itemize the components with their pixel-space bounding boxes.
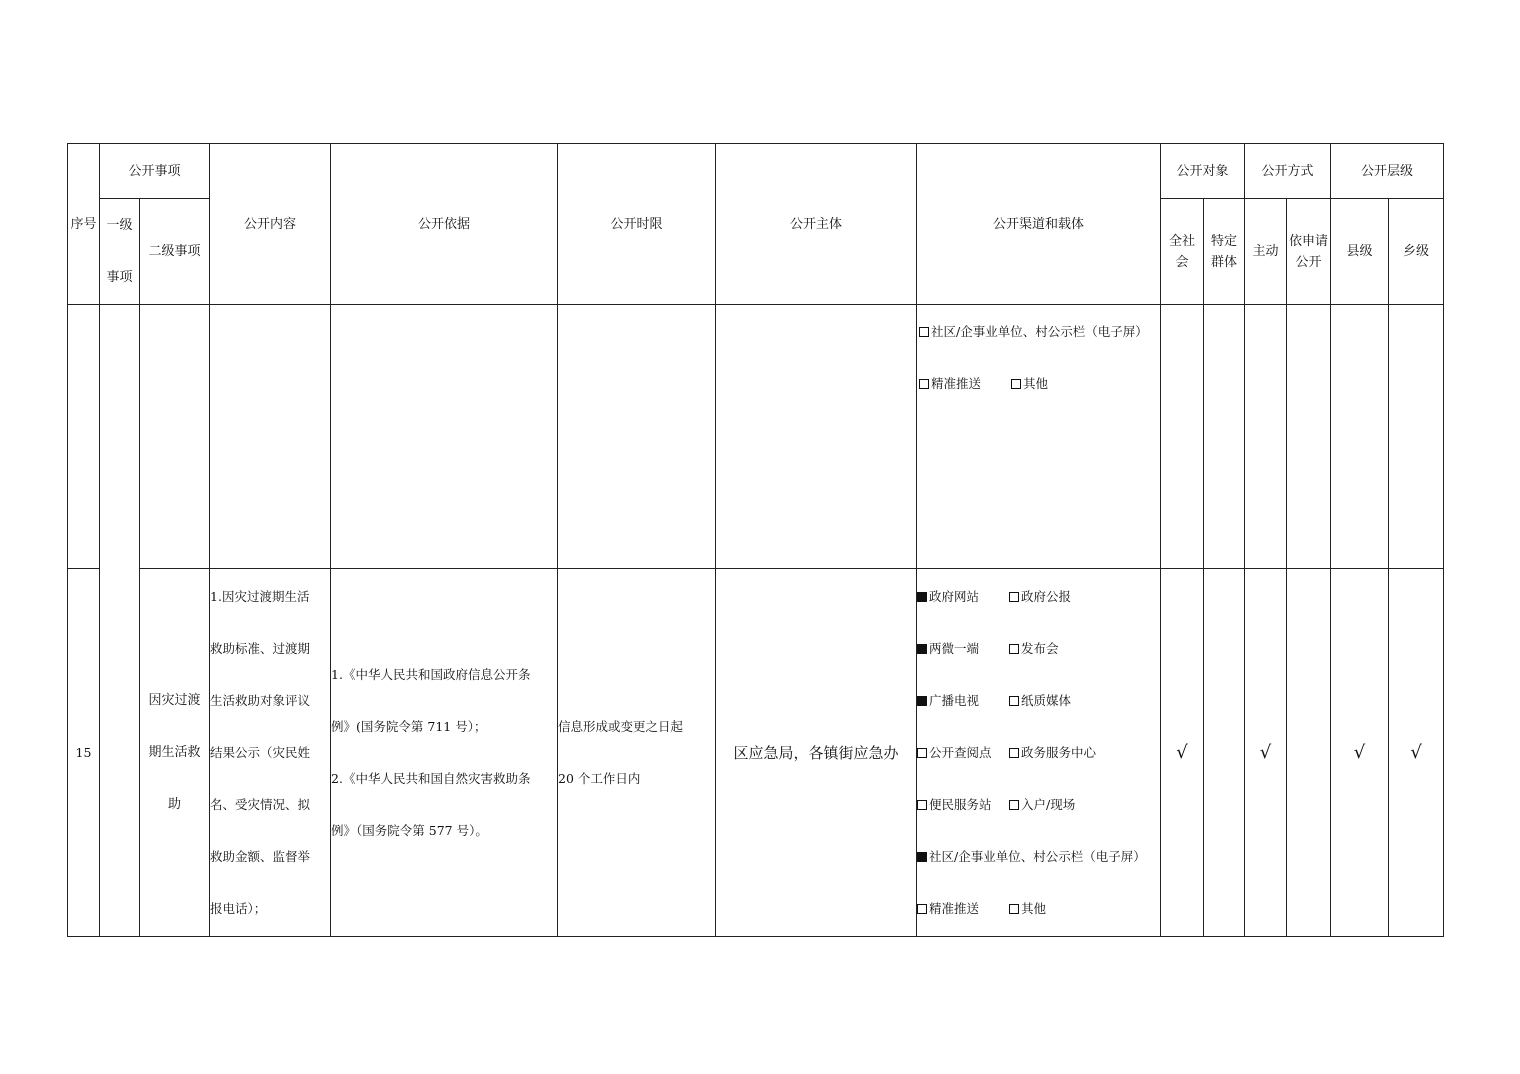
- header-items-group: 公开事项: [100, 144, 210, 199]
- header-method-group: 公开方式: [1245, 144, 1331, 199]
- header-content: 公开内容: [210, 144, 331, 305]
- cont-level-county-cell: [1331, 305, 1389, 569]
- cont-level-town-cell: [1389, 305, 1444, 569]
- header-object-group: 公开对象: [1161, 144, 1245, 199]
- checkbox-icon: [1009, 592, 1019, 602]
- cont-time-cell: [558, 305, 716, 569]
- level1-cell: [100, 305, 140, 937]
- row15-level-county-mark: √: [1331, 569, 1389, 937]
- header-basis: 公开依据: [331, 144, 558, 305]
- cont-method-active-cell: [1245, 305, 1287, 569]
- checkbox-icon: [1009, 800, 1019, 810]
- row15-level-town-mark: √: [1389, 569, 1444, 937]
- header-object-special: 特定 群体: [1204, 199, 1245, 305]
- row15-content: 1.因灾过渡期生活 救助标准、过渡期 生活救助对象评议 结果公示（灾民姓 名、受灾情况、拟 救助金额、监督举 报电话）；: [210, 569, 331, 937]
- header-method-apply: 依申请 公开: [1287, 199, 1331, 305]
- cont-basis-cell: [331, 305, 558, 569]
- row15-channels: 政府网站 政府公报 两微一端 发布会 广播电视 纸质媒体 公开查阅点 政务服务中心 便民服务站 入户/现场 社区/企事业单位、村公示栏（电子屏） 精准推送 其他: [917, 569, 1161, 937]
- header-object-all: 全社 会: [1161, 199, 1204, 305]
- row15-seq: 15: [68, 569, 100, 937]
- cont-level2-cell: [140, 305, 210, 569]
- cont-subject-cell: [716, 305, 917, 569]
- cont-content-cell: [210, 305, 331, 569]
- row15-object-all-mark: √: [1161, 569, 1204, 937]
- checkbox-checked-icon: [917, 696, 927, 706]
- header-method-active: 主动: [1245, 199, 1287, 305]
- checkbox-checked-icon: [917, 644, 927, 654]
- row15-basis: 1.《中华人民共和国政府信息公开条 例》(国务院令第 711 号）； 2.《中华人民共和国自然灾害救助条 例》（国务院令第 577 号）。: [331, 569, 558, 937]
- checkbox-checked-icon: [917, 852, 927, 862]
- checkbox-icon: [1009, 904, 1019, 914]
- row15-subject: 区应急局，各镇街应急办: [716, 569, 917, 937]
- cont-channels-cell: 社区/企事业单位、村公示栏（电子屏） 精准推送 其他: [917, 305, 1161, 569]
- header-seq: 序号: [68, 144, 100, 305]
- row15-method-apply-mark: [1287, 569, 1331, 937]
- checkbox-checked-icon: [917, 592, 927, 602]
- checkbox-icon: [1009, 696, 1019, 706]
- header-level-county: 县级: [1331, 199, 1389, 305]
- checkbox-icon: [917, 800, 927, 810]
- cont-object-special-cell: [1204, 305, 1245, 569]
- cont-method-apply-cell: [1287, 305, 1331, 569]
- header-level-group: 公开层级: [1331, 144, 1444, 199]
- disclosure-table: [67, 143, 1444, 937]
- cont-seq-cell: [68, 305, 100, 569]
- row15-level2: 因灾过渡 期生活救 助: [140, 569, 210, 937]
- checkbox-icon: [917, 748, 927, 758]
- row15-object-special-mark: [1204, 569, 1245, 937]
- checkbox-icon: [1009, 644, 1019, 654]
- cont-object-all-cell: [1161, 305, 1204, 569]
- checkbox-icon: [1009, 748, 1019, 758]
- checkbox-icon: [1011, 379, 1021, 389]
- checkbox-icon: [919, 379, 929, 389]
- header-channels: 公开渠道和载体: [917, 144, 1161, 305]
- header-level2: 二级事项: [140, 199, 210, 305]
- header-subject: 公开主体: [716, 144, 917, 305]
- row15-method-active-mark: √: [1245, 569, 1287, 937]
- row15-time-limit: 信息形成或变更之日起 20 个工作日内: [558, 569, 716, 937]
- header-time-limit: 公开时限: [558, 144, 716, 305]
- checkbox-icon: [917, 904, 927, 914]
- checkbox-icon: [919, 327, 929, 337]
- header-level1: 一级 事项: [100, 199, 140, 305]
- header-level-town: 乡级: [1389, 199, 1444, 305]
